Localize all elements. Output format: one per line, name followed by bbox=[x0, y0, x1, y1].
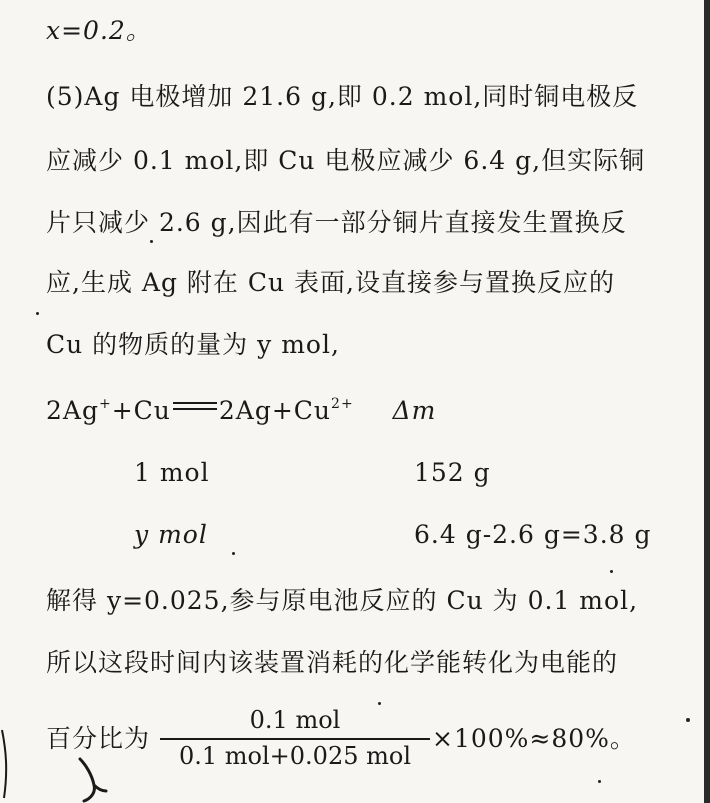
percentage-fraction bbox=[160, 705, 430, 771]
scan-speck bbox=[686, 718, 690, 722]
equation-reactant-cu: +Cu bbox=[111, 396, 171, 425]
line-ag-deposit: 应,生成 Ag 附在 Cu 表面,设直接参与置换反应的 bbox=[46, 268, 615, 297]
line-conversion: 所以这段时间内该装置消耗的化学能转化为电能的 bbox=[46, 648, 619, 677]
equation-reactant-ag: 2Ag bbox=[46, 396, 99, 425]
table-row1-mol: 1 mol bbox=[134, 458, 210, 487]
line-assume-y: Cu 的物质的量为 y mol, bbox=[46, 330, 340, 359]
scan-speck bbox=[150, 240, 153, 243]
line-solve-y: 解得 y=0.025,参与原电池反应的 Cu 为 0.1 mol, bbox=[46, 586, 639, 615]
scan-speck bbox=[598, 780, 601, 783]
ink-mark-icon bbox=[72, 755, 112, 803]
fraction-denominator: 0.1 mol+0.025 mol bbox=[178, 742, 411, 770]
table-row1-mass: 152 g bbox=[414, 458, 491, 487]
scan-edge bbox=[704, 0, 710, 803]
table-row2-mass: 6.4 g-2.6 g=3.8 g bbox=[414, 520, 652, 549]
scan-speck bbox=[378, 702, 381, 705]
line-percentage-suffix: ×100%≈80%。 bbox=[432, 724, 636, 753]
scan-speck bbox=[232, 552, 235, 555]
line-displacement: 片只减少 2.6 g,因此有一部分铜片直接发生置换反 bbox=[46, 208, 627, 237]
scan-speck bbox=[610, 570, 613, 573]
equation-delta-m: Δm bbox=[392, 396, 437, 425]
equation-cu-charge: 2+ bbox=[331, 396, 354, 412]
fraction-numerator: 0.1 mol bbox=[249, 706, 341, 734]
line-x-result bbox=[46, 14, 152, 48]
reaction-equation bbox=[46, 394, 436, 428]
line-percentage-prefix: 百分比为 bbox=[46, 724, 151, 753]
ink-edge-icon bbox=[0, 720, 14, 800]
line-copper-decrease: 应减少 0.1 mol,即 Cu 电极应减少 6.4 g,但实际铜 bbox=[46, 146, 646, 175]
equation-products: 2Ag+Cu bbox=[218, 396, 332, 425]
line-part5-intro: (5)Ag 电极增加 21.6 g,即 0.2 mol,同时铜电极反 bbox=[46, 82, 639, 111]
fraction-bar bbox=[160, 738, 430, 740]
equation-equals-sign bbox=[173, 402, 217, 412]
line-x-result-text: x=0.2。 bbox=[46, 16, 152, 45]
table-row2-mol: y mol bbox=[134, 520, 208, 549]
equation-ag-charge: + bbox=[98, 396, 112, 412]
scan-speck bbox=[36, 312, 39, 315]
